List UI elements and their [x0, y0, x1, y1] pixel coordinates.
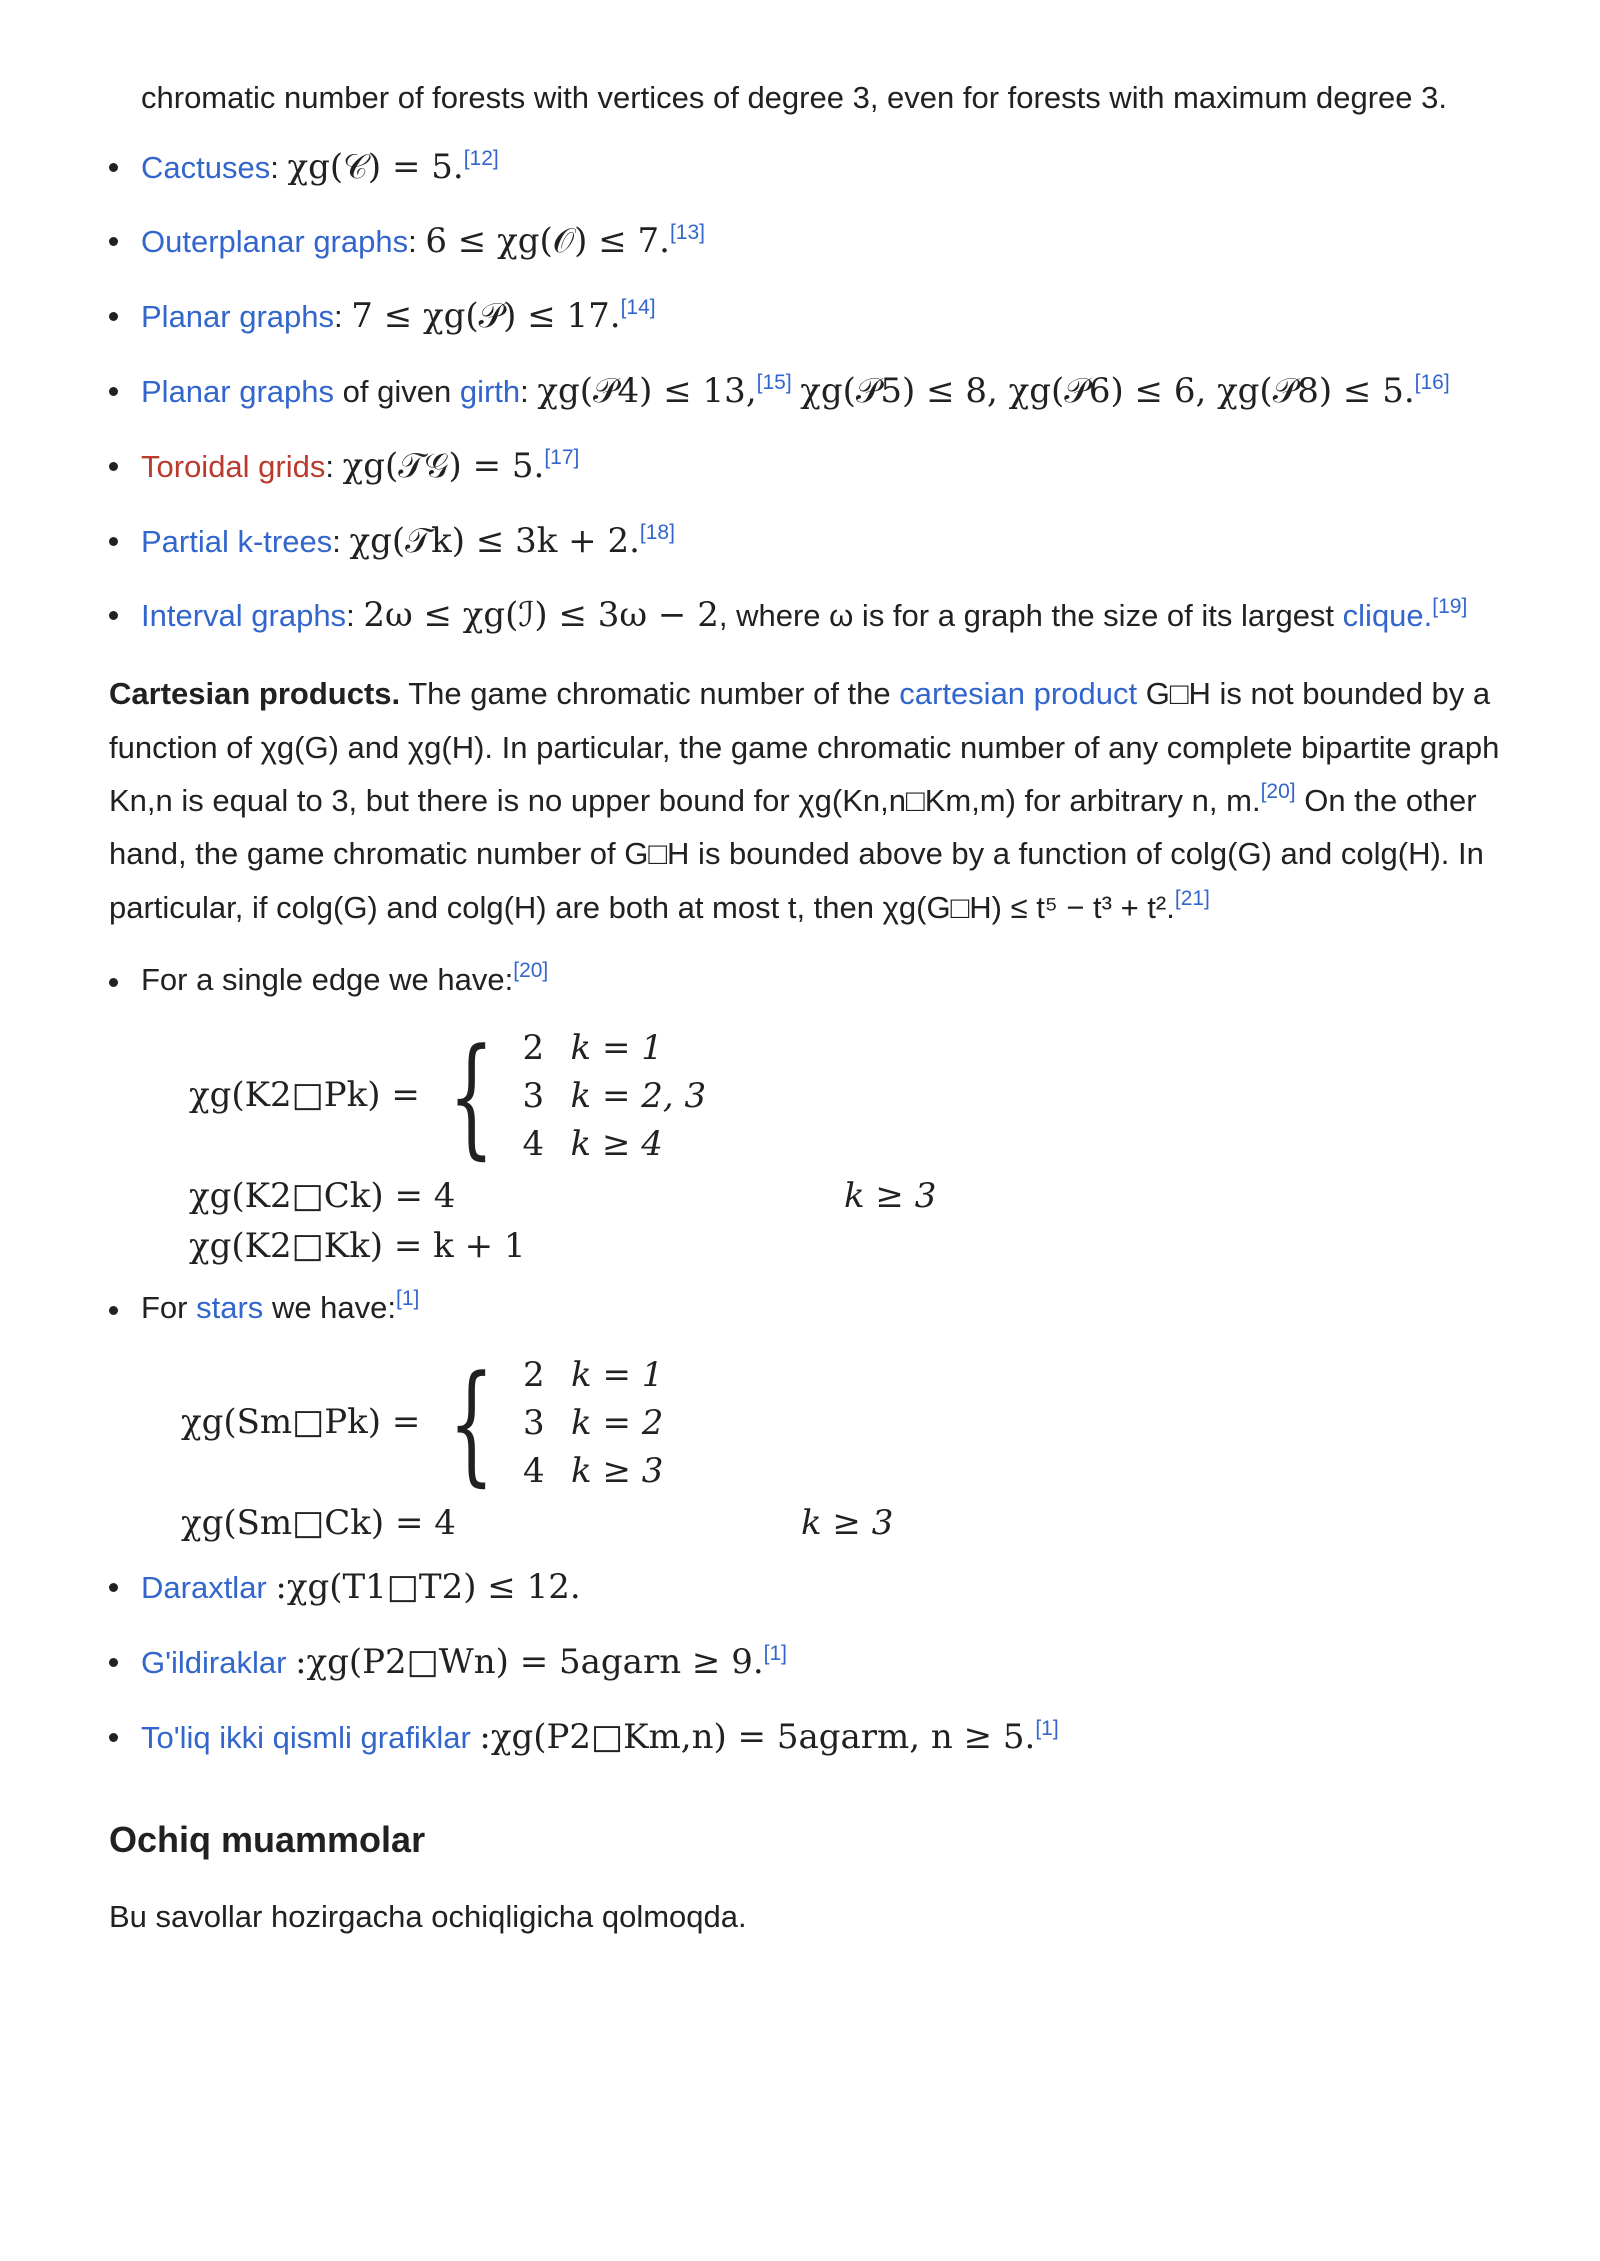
section-heading-open-problems: Ochiq muammolar — [109, 1818, 426, 1860]
link-toroidal-grids[interactable]: Toroidal grids — [141, 448, 326, 484]
citation-ref[interactable]: [16] — [1414, 371, 1450, 395]
link-clique[interactable]: clique — [1342, 598, 1424, 634]
list-item-cactuses: Cactuses: χg(𝒞) = 5.[12] — [109, 139, 1509, 197]
math-formula: :χg(T1□T2) ≤ 12. — [275, 1567, 581, 1608]
list-item-gildiraklar — [109, 1634, 1509, 1692]
cases-table: 2 k = 1 3 k = 2, 3 4 k ≥ 4 — [522, 1027, 707, 1164]
graph-class-list — [109, 139, 1509, 646]
link-cartesian-product[interactable]: cartesian product — [899, 676, 1138, 712]
citation-ref[interactable]: [17] — [544, 445, 580, 469]
link-partial-k-trees[interactable]: Partial k-trees — [141, 523, 333, 559]
math-formula: χg(𝒞) = 5. — [287, 146, 464, 187]
math-formula: :χg(P2□Km,n) = 5agarm, n ≥ 5. — [479, 1716, 1036, 1757]
list-item-toroidal: Toroidal grids: χg(𝒯𝒢) = 5.[17] — [109, 438, 1509, 496]
formula-line: χg(Sm□Ck) = 4 — [181, 1503, 456, 1544]
list-item-planar-girth: Planar graphs of given girth: χg(𝒫4) ≤ 13,[15] χg(𝒫5) ≤ 8, χg(𝒫6) ≤ 6, χg(𝒫8) ≤ 5.[16] — [109, 363, 1509, 421]
intro-paragraph: chromatic number of forests with vertices of degree 3, even for forests with maximum degree 3. — [141, 80, 1447, 115]
link-cactuses[interactable]: Cactuses — [141, 149, 271, 185]
star-list — [109, 1282, 1509, 1335]
citation-ref[interactable]: [1] — [396, 1286, 420, 1310]
citation-ref[interactable]: [20] — [1260, 779, 1296, 803]
math-formula: χg(𝒫5) ≤ 8, χg(𝒫6) ≤ 6, χg(𝒫8) ≤ 5. — [800, 371, 1415, 412]
formula-condition: k ≥ 3 — [801, 1503, 894, 1544]
link-planar-graphs[interactable]: Planar graphs — [141, 299, 335, 335]
math-formula: 2ω ≤ χg(ℐ) ≤ 3ω − 2 — [363, 595, 719, 636]
link-daraxtlar[interactable]: Daraxtlar — [141, 1570, 267, 1606]
paragraph-heading: Cartesian products. — [109, 676, 401, 712]
citation-ref[interactable]: [20] — [513, 958, 549, 982]
math-formula: χg(𝒯k) ≤ 3k + 2. — [349, 520, 640, 561]
list-item-planar: Planar graphs: 7 ≤ χg(𝒫) ≤ 17.[14] — [109, 288, 1509, 346]
brace: { — [448, 1019, 494, 1172]
list-item-outerplanar: Outerplanar graphs: 6 ≤ χg(𝒪) ≤ 7.[13] — [109, 213, 1509, 271]
formula-lhs: χg(Sm□Pk) = — [181, 1402, 421, 1443]
link-toliq-ikki-qismli-grafiklar[interactable]: To'liq ikki qismli grafiklar — [141, 1719, 471, 1755]
formula-line: χg(K2□Ck) = 4 — [189, 1175, 456, 1216]
link-gildiraklar[interactable]: G'ildiraklar — [141, 1645, 287, 1680]
list-item-stars: For stars we have:[1] — [109, 1282, 1509, 1335]
brace: { — [448, 1347, 495, 1500]
citation-ref[interactable]: [1] — [763, 1642, 787, 1665]
uzbek-list — [109, 1559, 1509, 1766]
math-formula: χg(𝒫4) ≤ 13, — [537, 371, 757, 412]
edge-formula-block — [189, 1019, 1509, 1274]
list-item-toliq-ikki-qismli — [109, 1709, 1509, 1767]
formula-line: χg(K2□Kk) = k + 1 — [189, 1225, 526, 1266]
citation-ref[interactable]: [21] — [1174, 886, 1210, 910]
math-formula: χg(𝒯𝒢) = 5. — [342, 445, 545, 486]
list-item-single-edge: For a single edge we have:[20] — [109, 954, 1509, 1007]
math-formula: 7 ≤ χg(𝒫) ≤ 17. — [351, 296, 621, 337]
link-interval-graphs[interactable]: Interval graphs — [141, 598, 347, 634]
product-list — [109, 954, 1509, 1007]
math-formula: 6 ≤ χg(𝒪) ≤ 7. — [425, 221, 670, 262]
article-content — [109, 72, 1509, 1944]
link-outerplanar-graphs[interactable]: Outerplanar graphs — [141, 224, 409, 260]
citation-ref[interactable]: [18] — [639, 520, 675, 544]
cartesian-products-paragraph: Cartesian products. The game chromatic number of the cartesian product G□H is not bounded by a function of χg(G) and χg(H). In particular, the game chromatic number of any complete bipartite graph Kn,n is equal to 3, but there is no upper bound for χg(Kn,n□Km,m) for arbitrary n, m.[20] On the other hand, the game chromatic number of G□H is bounded above by a function of colg(G) and colg(H). In particular, if colg(G) and colg(H) are both at most t, then χg(G□H) ≤ t⁵ − t³ + t².[21] — [109, 676, 1500, 925]
list-item-daraxtlar — [109, 1559, 1509, 1617]
link-planar-graphs[interactable]: Planar graphs — [141, 374, 335, 410]
citation-ref[interactable]: [19] — [1432, 595, 1468, 619]
citation-ref[interactable]: [1] — [1035, 1716, 1059, 1740]
cases-table: 2 k = 1 3 k = 2 4 k ≥ 3 — [523, 1355, 664, 1492]
star-formula-block — [181, 1347, 1509, 1551]
math-formula: :χg(P2□Wn) = 5agarn ≥ 9. — [295, 1642, 764, 1682]
link-girth[interactable]: girth — [459, 374, 521, 410]
citation-ref[interactable]: [13] — [669, 221, 705, 245]
list-item-interval: Interval graphs: 2ω ≤ χg(ℐ) ≤ 3ω − 2, where ω is for a graph the size of its largest clique.[19] — [109, 587, 1509, 645]
citation-ref[interactable]: [15] — [756, 371, 792, 395]
citation-ref[interactable]: [12] — [463, 146, 499, 170]
list-item-partial-k-trees: Partial k-trees: χg(𝒯k) ≤ 3k + 2.[18] — [109, 513, 1509, 571]
link-stars[interactable]: stars — [196, 1289, 264, 1325]
formula-lhs: χg(K2□Pk) = — [189, 1074, 420, 1115]
citation-ref[interactable]: [14] — [620, 296, 656, 320]
open-problems-text: Bu savollar hozirgacha ochiqligicha qolmoqda. — [109, 1899, 747, 1935]
formula-condition: k ≥ 3 — [844, 1175, 937, 1216]
